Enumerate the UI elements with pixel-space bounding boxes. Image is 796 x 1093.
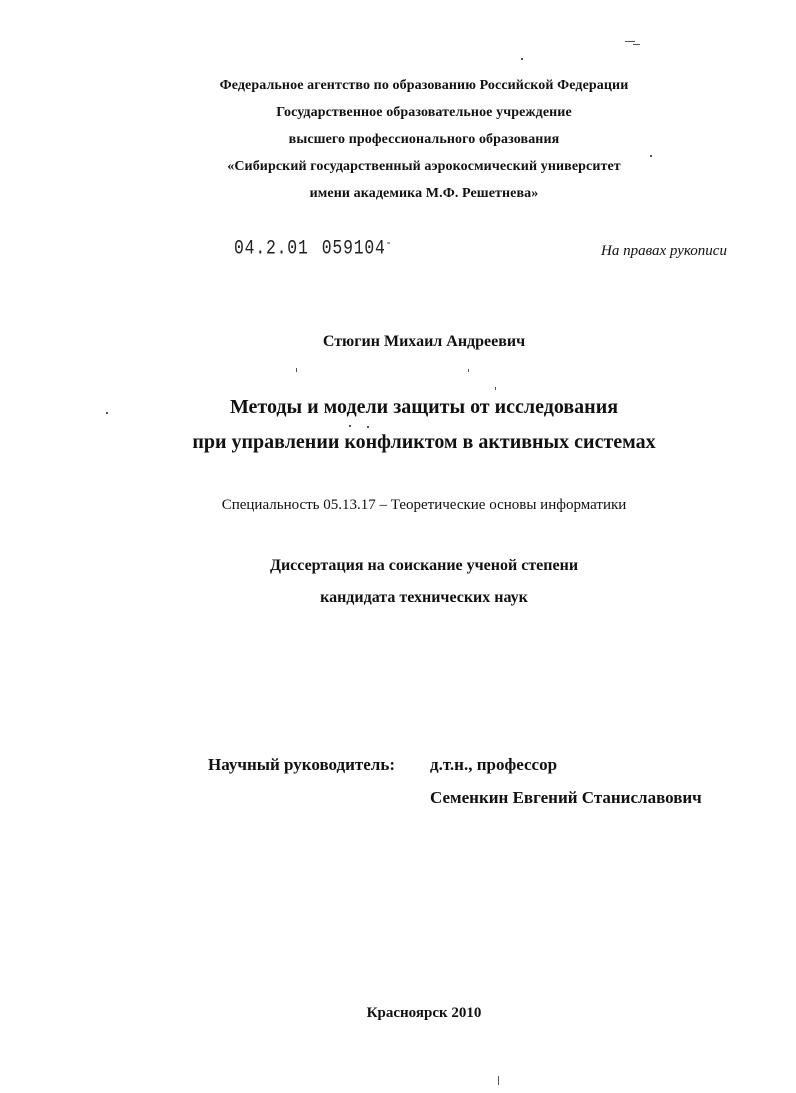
registration-mark: - xyxy=(385,236,393,250)
degree-line-2: кандидата технических наук xyxy=(320,589,528,606)
supervisor-label: Научный руководитель: xyxy=(208,755,395,774)
scan-speck xyxy=(106,412,108,414)
registration-date: 04.2.01 xyxy=(234,237,309,261)
scan-speck xyxy=(367,426,369,428)
scan-speck xyxy=(625,41,635,42)
scan-speck xyxy=(349,425,351,427)
org-line-university: «Сибирский государственный аэрокосмический университет xyxy=(227,159,621,174)
scan-speck xyxy=(495,387,496,390)
scan-speck xyxy=(296,368,297,372)
scan-speck xyxy=(468,369,469,372)
scan-speck xyxy=(633,44,640,45)
registration-number: 059104 xyxy=(321,237,386,261)
manuscript-rights-notice: На правах рукописи xyxy=(601,243,727,259)
org-line-institution-type: Государственное образовательное учреждение xyxy=(276,105,572,120)
registration-stamp xyxy=(234,236,392,261)
title-line-2: при управлении конфликтом в активных системах xyxy=(192,431,656,453)
author-name: Стюгин Михаил Андреевич xyxy=(322,333,526,350)
scan-speck xyxy=(650,155,652,157)
org-line-education-level: высшего профессионального образования xyxy=(288,132,560,147)
supervisor-rank: д.т.н., профессор xyxy=(430,755,558,774)
specialty-line: Специальность 05.13.17 – Теоретические основы информатики xyxy=(221,497,627,513)
degree-line-1: Диссертация на соискание ученой степени xyxy=(269,557,579,574)
city-year: Красноярск 2010 xyxy=(366,1005,482,1021)
supervisor-name: Семенкин Евгений Станиславович xyxy=(430,788,702,807)
scan-speck xyxy=(521,58,523,60)
org-line-agency: Федеральное агентство по образованию Российской Федерации xyxy=(219,78,629,93)
org-line-named-after: имени академика М.Ф. Решетнева» xyxy=(309,186,539,201)
title-line-1: Методы и модели защиты от исследования xyxy=(229,396,619,418)
scan-speck xyxy=(498,1076,499,1085)
